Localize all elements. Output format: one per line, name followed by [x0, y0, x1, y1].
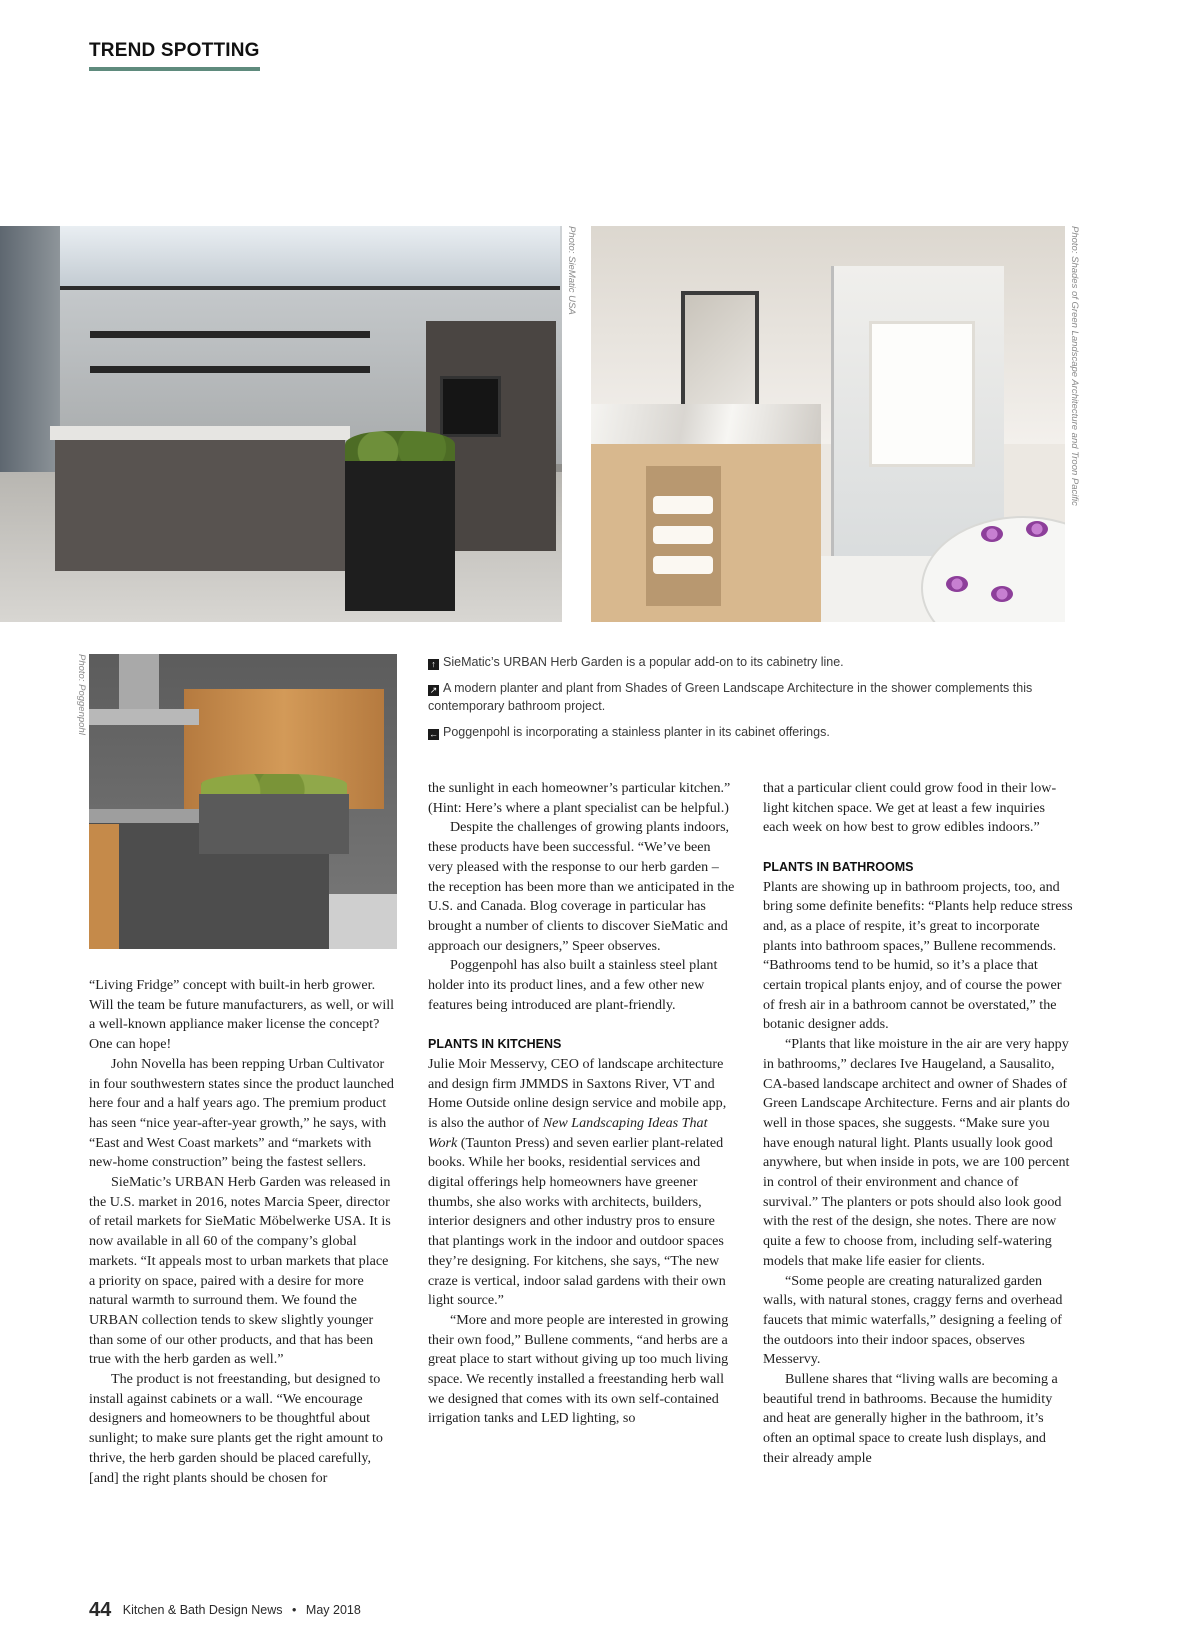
photo-poggenpohl-kitchen [89, 654, 397, 949]
paragraph: “Living Fridge” concept with built-in herb grower. Will the team be future manufacturers, as well, or will a well-known appliance maker license the concept? One can hope! [89, 977, 395, 1053]
paragraph: Plants are showing up in bathroom projects, too, and bring some definite benefits: “Plants help reduce stress and, as a place of respite, it’s great to incorporate plants into bathroom spaces,” Bullene recommends. “Bathrooms tend to be humid, so it’s a place that certain tropical plants enjoy, and of course the power of fresh air in a bathroom cannot be overstated,” the botanic designer adds. [763, 878, 1073, 1033]
photo-bathroom [591, 226, 1065, 622]
paragraph: the sunlight in each homeowner’s particular kitchen.” (Hint: Here’s where a plant specialist can be helpful.) [428, 780, 731, 816]
subheading-plants-in-kitchens: PLANTS IN KITCHENS [428, 1037, 562, 1052]
photo-siematic-kitchen [0, 226, 562, 622]
page-footer [89, 1599, 361, 1622]
paragraph: “More and more people are interested in growing their own food,” Bullene comments, “and herbs are a great place to start without giving up too much living space. We recently installed a freestanding herb wall we designed that comes with its own self-contained irrigation tanks and LED lighting, so [428, 1311, 729, 1427]
paragraph: The product is not freestanding, but designed to install against cabinets or a wall. “We encourage designers and homeowners to be thoughtful about sunlight; to make sure plants get the right amount to thrive, the herb garden should be placed carefully, [and] the right plants should be chosen for [89, 1371, 383, 1486]
caption: ↗ A modern planter and plant from Shades of Green Landscape Architecture in the shower complements this contemporary bathroom project. [428, 681, 1033, 713]
publication-name: Kitchen & Bath Design News [122, 1603, 283, 1617]
article-column-3 [763, 779, 1073, 1469]
paragraph: “Plants that like moisture in the air are very happy in bathrooms,” declares Ive Haugeland, a Sausalito, CA-based landscape architect and owner of Shades of Green Landscape Architecture. Ferns and air plants do well in those spaces, she suggests. “Make sure you have enough natural light. Plants usually look good anywhere, but when inside in pots, we are 100 percent in control of their environment and chance of survival.” The planters or pots should also look good with the rest of the design, she notes. There are now quite a few to choose from, including self-watering models that make life easier for clients. [763, 1036, 1070, 1269]
caption: ↑ SieMatic’s URBAN Herb Garden is a popular add-on to its cabinetry line. [428, 653, 1068, 671]
section-label: TREND SPOTTING [89, 40, 260, 71]
paragraph: John Novella has been repping Urban Cultivator in four southwestern states since the product launched here four and a half years ago. The premium product has seen “nice year-after-year growth,” he says, with “East and West Coast markets” and “markets with new-home construction” being the fastest sellers. [89, 1055, 394, 1171]
page-number: 44 [89, 1599, 112, 1621]
article-column-1 [89, 976, 397, 1488]
paragraph: Julie Moir Messervy, CEO of landscape architecture and design firm JMMDS in Saxtons River, VT and Home Outside online design service and mobile app, is also the author of New Landscaping Ideas That Work (Taunton Press) and seven earlier plant-related books. While her books, residential services and digital offerings help homeowners have greener thumbs, she also works with architects, builders, interior designers and other industry pros to ensure that plantings work in the indoor and outdoor spaces they’re designing. For kitchens, she says, “The new craze is vertical, indoor salad gardens with their own light source.” [428, 1055, 727, 1309]
up-arrow-icon: ↑ [428, 659, 439, 670]
photo-credit: Photo: Poggenpohl [76, 654, 87, 735]
photo-credit: Photo: SieMatic USA [566, 226, 577, 315]
subheading-plants-in-bathrooms: PLANTS IN BATHROOMS [763, 859, 914, 874]
issue-date: May 2018 [305, 1603, 361, 1617]
paragraph: SieMatic’s URBAN Herb Garden was released in the U.S. market in 2016, notes Marcia Speer, director of retail markets for SieMatic Möbelwerke USA. It is now available in all 60 of the company’s global markets. “It appeals most to urban markets that place a priority on space, paired with a desire for more natural warmth to surround them. We found the URBAN collection tends to skew slightly younger than some of our other products, and that has been true with the herb garden as well.” [89, 1174, 391, 1368]
photo-credit: Photo: Shades of Green Landscape Architecture and Troon Pacific [1069, 226, 1080, 506]
left-arrow-icon: ← [429, 729, 438, 739]
paragraph: Despite the challenges of growing plants indoors, these products have been successful. “We’ve been very pleased with the response to our herb garden – the reception has been more than we anticipated in the U.S. and Canada. Blog coverage in particular has brought a number of clients to discover SieMatic and approach our designers,” Speer observes. [428, 819, 735, 954]
paragraph: Bullene shares that “living walls are becoming a beautiful trend in bathrooms. Because the humidity and heat are generally higher in the bathroom, it’s often an optimal space to create lush displays, and their already ample [763, 1371, 1058, 1466]
photo-captions [428, 653, 1068, 749]
caption: ← Poggenpohl is incorporating a stainless planter in its cabinet offerings. [429, 725, 830, 739]
paragraph: that a particular client could grow food in their low-light kitchen space. We get at least a few inquiries each week on how best to grow edibles indoors.” [763, 780, 1057, 836]
book-title: New Landscaping Ideas That Work [428, 1114, 708, 1151]
article-column-2 [428, 779, 738, 1429]
paragraph: Poggenpohl has also built a stainless steel plant holder into its product lines, and a few other new features being introduced are plant-friendly. [428, 957, 718, 1013]
separator: • [292, 1603, 297, 1617]
up-right-arrow-icon: ↗ [429, 685, 438, 695]
paragraph: “Some people are creating naturalized garden walls, with natural stones, craggy ferns and overhead faucets that mimic waterfalls,” designing a feeling of the outdoors into their indoor spaces, observes Messervy. [763, 1272, 1063, 1368]
